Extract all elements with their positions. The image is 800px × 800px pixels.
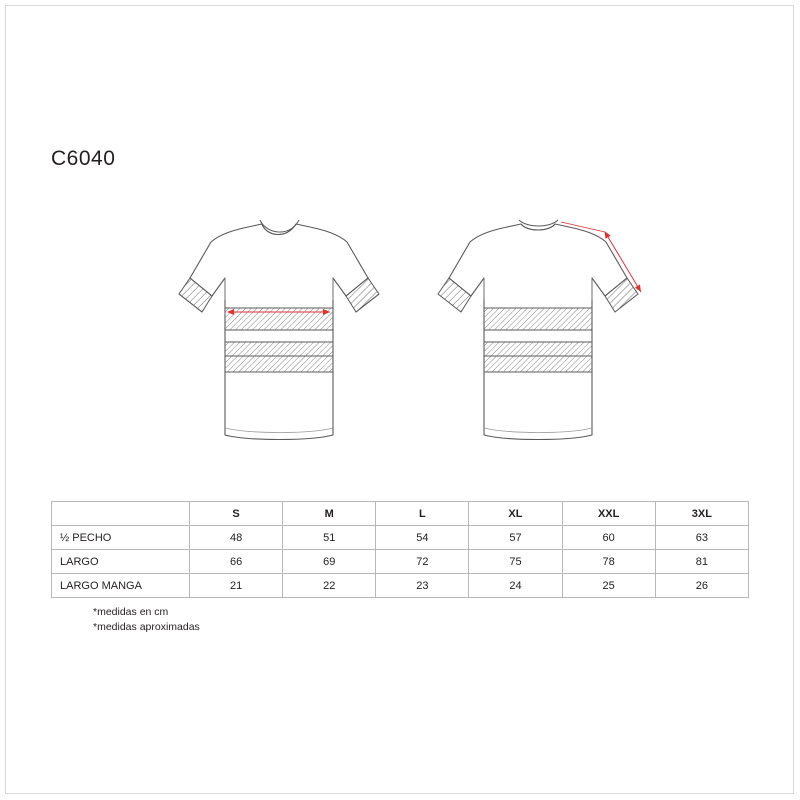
table-row [52, 550, 749, 574]
t-shirt-back-technical-drawing [438, 220, 670, 443]
table-corner-cell [52, 502, 190, 526]
column-header-l: L [376, 502, 469, 526]
column-header-s: S [190, 502, 283, 526]
table-row [52, 526, 749, 550]
column-header-3xl: 3XL [655, 502, 748, 526]
cell-largo-xl: 75 [469, 550, 562, 574]
cell-pecho-xl: 57 [469, 526, 562, 550]
cell-pecho-m: 51 [283, 526, 376, 550]
footnotes [93, 605, 200, 635]
cell-largo-3xl: 81 [655, 550, 748, 574]
size-chart [51, 501, 749, 598]
cell-pecho-s: 48 [190, 526, 283, 550]
cell-pecho-3xl: 63 [655, 526, 748, 550]
cell-largo-m: 69 [283, 550, 376, 574]
cell-manga-l: 23 [376, 574, 469, 598]
cell-largo-s: 66 [190, 550, 283, 574]
size-table [51, 501, 749, 598]
cell-pecho-xxl: 60 [562, 526, 655, 550]
cell-largo-xxl: 78 [562, 550, 655, 574]
table-header-row [52, 502, 749, 526]
footnote-approx: *medidas aproximadas [93, 621, 200, 633]
row-label-largo: LARGO [52, 550, 190, 574]
page-title: C6040 [51, 147, 116, 170]
cell-manga-m: 22 [283, 574, 376, 598]
column-header-xl: XL [469, 502, 562, 526]
cell-manga-3xl: 26 [655, 574, 748, 598]
column-header-xxl: XXL [562, 502, 655, 526]
cell-largo-l: 72 [376, 550, 469, 574]
footnote-units: *medidas en cm [93, 606, 169, 618]
technical-drawing [150, 200, 670, 470]
table-row [52, 574, 749, 598]
cell-manga-s: 21 [190, 574, 283, 598]
cell-manga-xxl: 25 [562, 574, 655, 598]
cell-pecho-l: 54 [376, 526, 469, 550]
cell-manga-xl: 24 [469, 574, 562, 598]
column-header-m: M [283, 502, 376, 526]
t-shirt-front-technical-drawing [179, 220, 379, 440]
row-label-largo-manga: LARGO MANGA [52, 574, 190, 598]
row-label-pecho: ½ PECHO [52, 526, 190, 550]
